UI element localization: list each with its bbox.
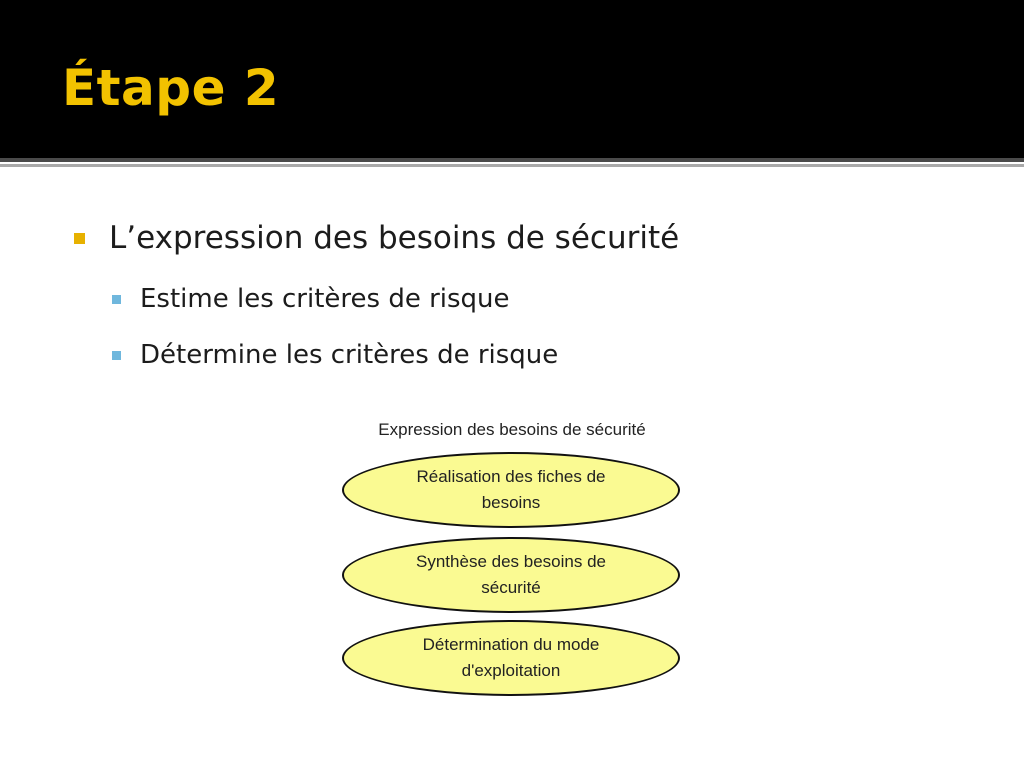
title-divider-light	[0, 164, 1024, 167]
diagram-step-label: Réalisation des fiches de besoins	[416, 467, 606, 512]
slide-title: Étape 2	[62, 59, 280, 117]
bullet-text: L’expression des besoins de sécurité	[109, 220, 680, 256]
bullet-text: Estime les critères de risque	[140, 284, 510, 314]
bullet-item-level2	[112, 278, 510, 320]
diagram-step-ellipse	[342, 537, 680, 613]
diagram-step-ellipse	[342, 452, 680, 528]
bullet-text: Détermine les critères de risque	[140, 340, 559, 370]
title-divider-dark	[0, 158, 1024, 162]
bullet-item-level1	[74, 213, 679, 263]
square-bullet-icon	[112, 351, 121, 360]
title-bar	[0, 0, 1024, 158]
diagram-title: Expression des besoins de sécurité	[378, 420, 646, 439]
square-bullet-icon	[112, 295, 121, 304]
bullet-item-level2	[112, 334, 558, 376]
diagram-step-ellipse	[342, 620, 680, 696]
diagram-step-label: Synthèse des besoins de sécurité	[416, 552, 606, 597]
diagram-step-label: Détermination du mode d'exploitation	[422, 635, 600, 680]
square-bullet-icon	[74, 233, 85, 244]
